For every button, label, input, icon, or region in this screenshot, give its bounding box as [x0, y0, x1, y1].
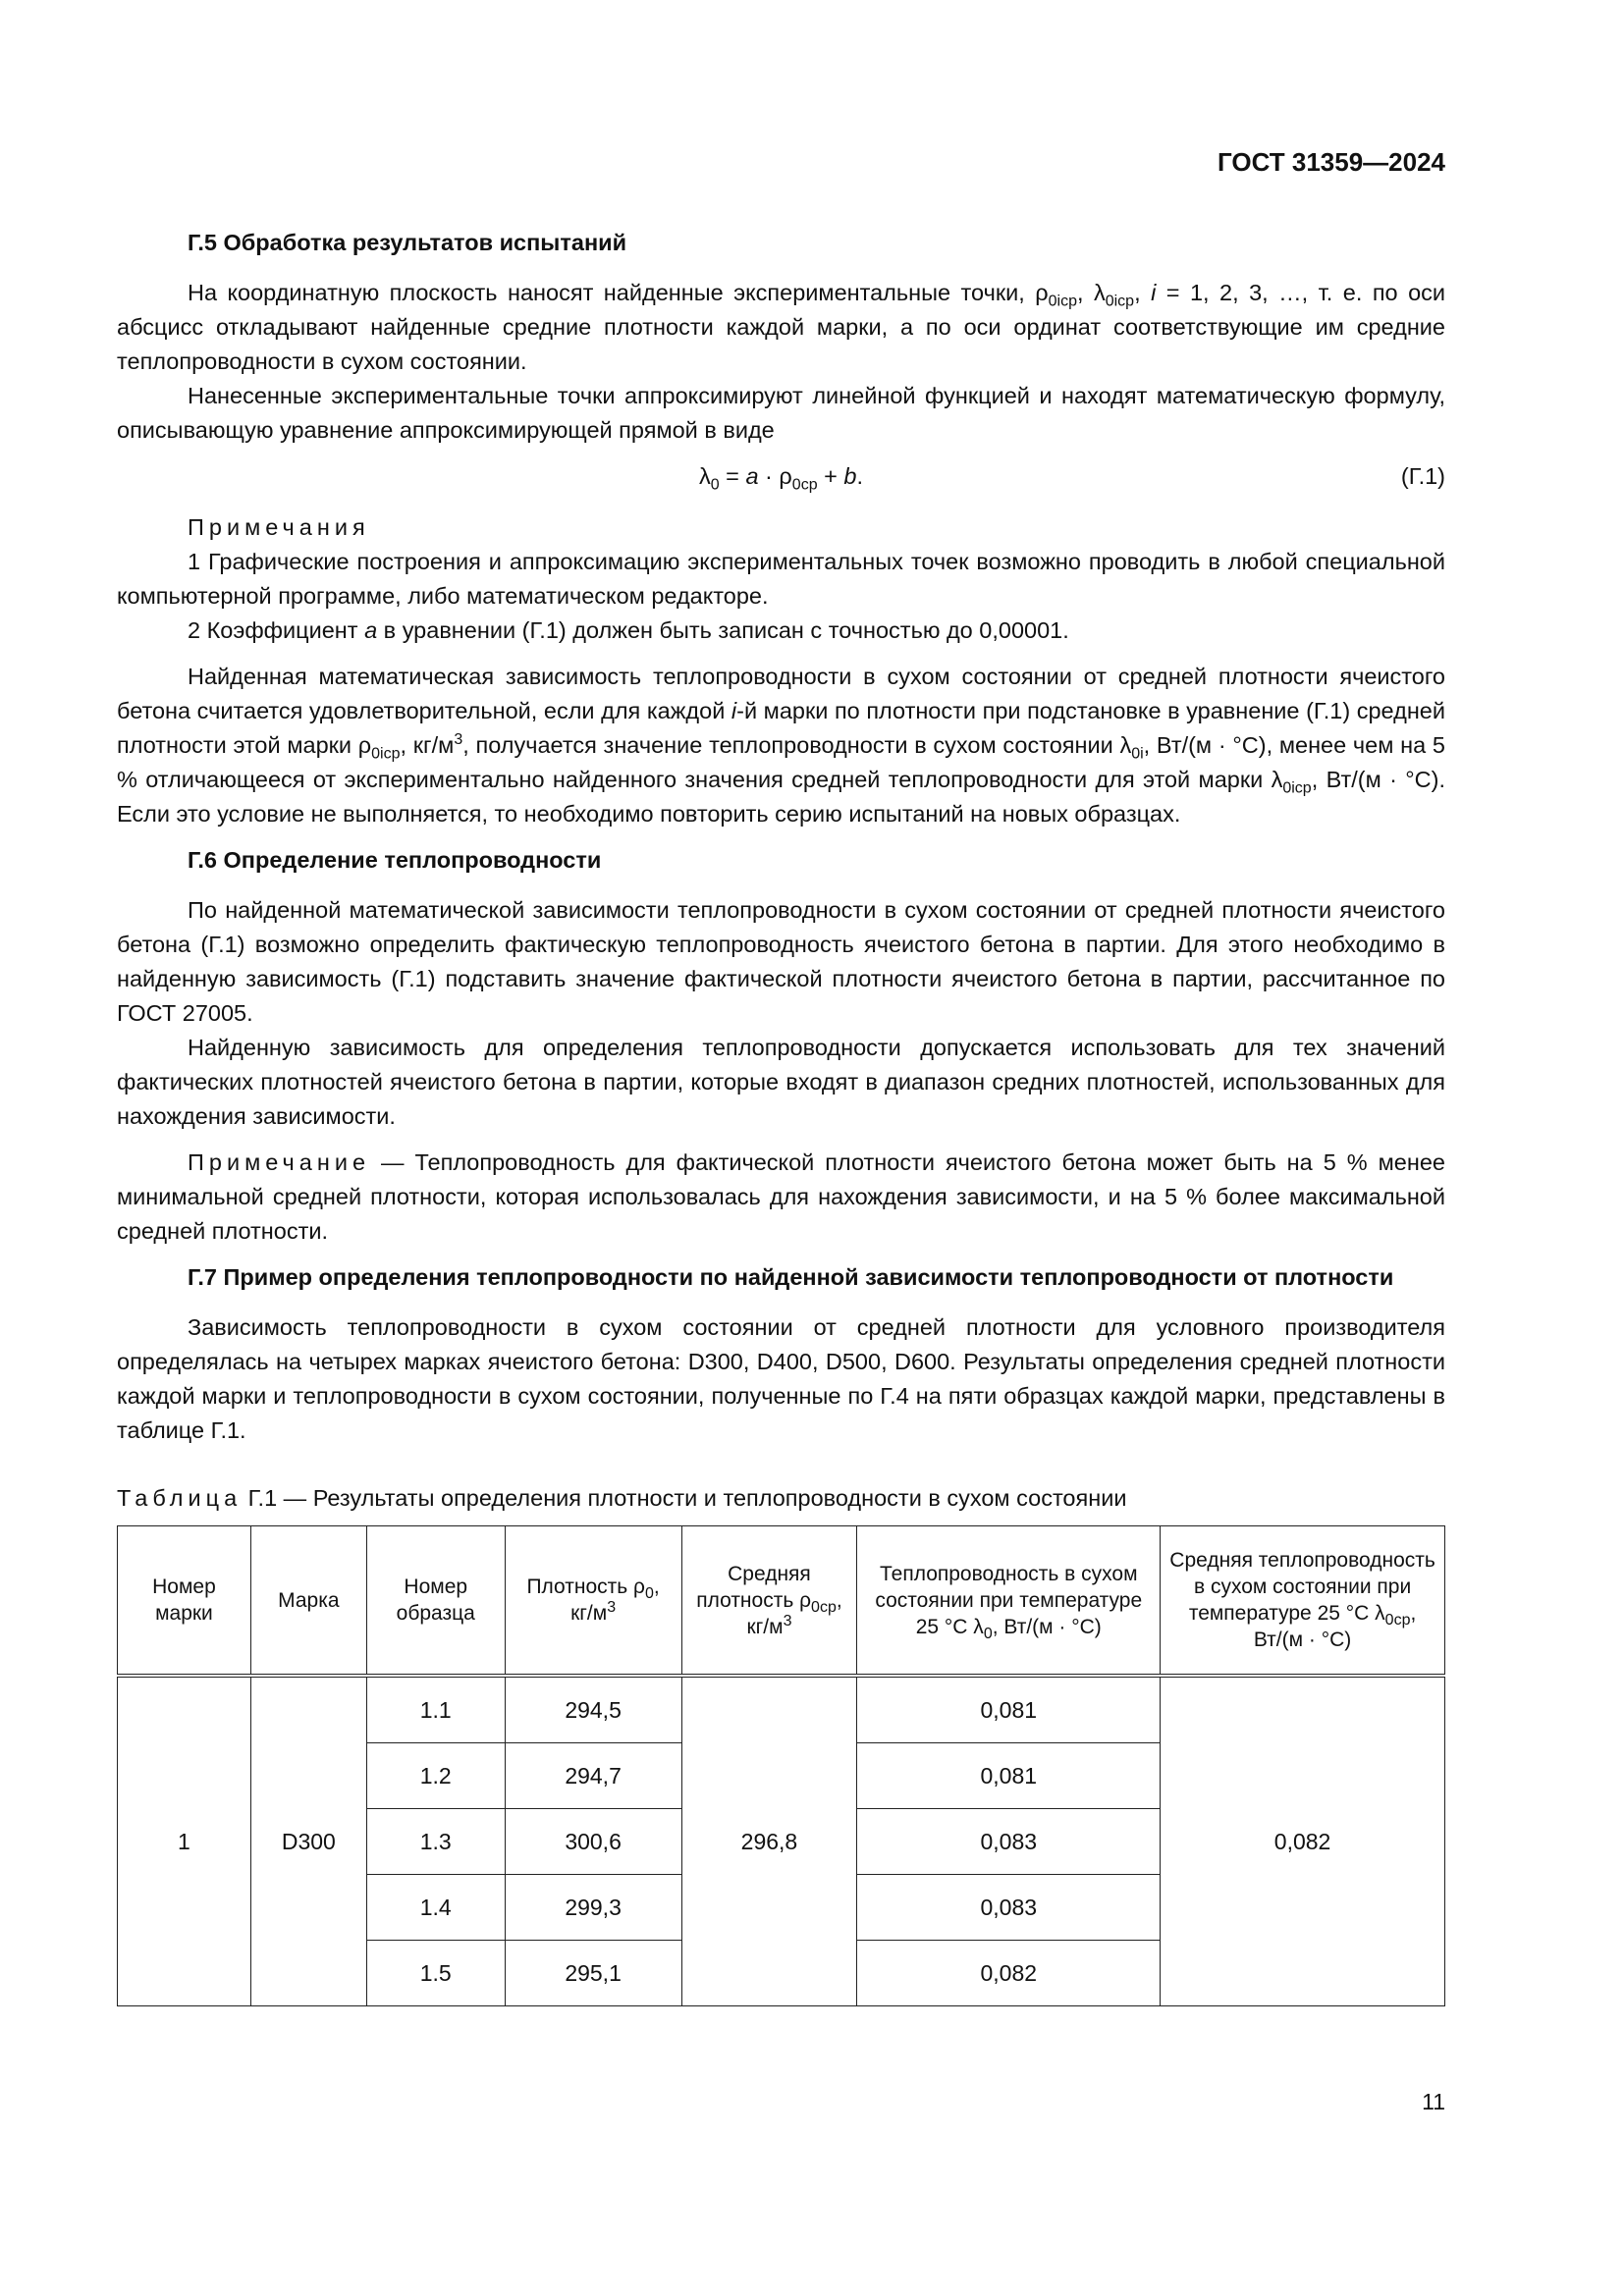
section-title-g7: Г.7 Пример определения теплопроводности по найденной зависимости теплопроводности от плотности [188, 1264, 1394, 1290]
cell-sample: 1.4 [366, 1875, 505, 1941]
section-title-g5: Г.5 Обработка результатов испытаний [188, 230, 627, 255]
page-content [117, 226, 1445, 2006]
cell-conductivity: 0,081 [857, 1676, 1161, 1743]
cell-avg-conductivity: 0,082 [1161, 1676, 1445, 2006]
formula-number: (Г.1) [1400, 463, 1445, 489]
header-mark-number: Номер марки [118, 1526, 251, 1677]
cell-sample: 1.2 [366, 1743, 505, 1809]
paragraph: Найденная математическая зависимость теплопроводности в сухом состоянии от средней плотности ячеистого бетона считается удовлетворительной, если для каждой i-й марки по плотности при подстановке в уравнение (Г.1) средней плотности этой марки $\rho_{0iср}$, $кг/м^3$, получается значение теплопроводности в сухом состоянии $\lambda_{0i}$, Вт/(м · °С), менее чем на 5 % отличающееся от экспериментально найденного значения средней теплопроводности для этой марки $\lambda_{0iср}$, Вт/(м · °С). Если это условие не выполняется, то необходимо повторить серию испытаний на новых образцах. [117, 664, 1445, 827]
page-number: 11 [1422, 2089, 1445, 2114]
cell-mark-number: 1 [118, 1676, 251, 2006]
cell-mark: D300 [250, 1676, 366, 2006]
header-sample-number: Номер образца [366, 1526, 505, 1677]
paragraph: По найденной математической зависимости теплопроводности в сухом состоянии от средней плотности ячеистого бетона (Г.1) возможно определить фактическую теплопроводность ячеистого бетона в партии. Для этого необходимо в найденную зависимость (Г.1) подставить значение фактической плотности ячеистого бетона в партии, рассчитанное по ГОСТ 27005. [117, 897, 1445, 1026]
notes-title: Примечания [188, 514, 370, 540]
header-avg-density: Средняя плотность $\rho_{0ср}$, $кг/м^3$ [681, 1526, 857, 1677]
cell-density: 294,5 [505, 1676, 681, 1743]
header-avg-conductivity: Средняя теплопроводность в сухом состоянии при температуре 25 °С $\lambda_{0ср}$, Вт/(м · °С) [1161, 1526, 1445, 1677]
table-row [118, 1676, 1445, 1743]
table-caption: Таблица Г.1 — Результаты определения плотности и теплопроводности в сухом состоянии [117, 1485, 1127, 1511]
paragraph: Зависимость теплопроводности в сухом состоянии от средней плотности для условного производителя определялась на четырех марках ячеистого бетона: D300, D400, D500, D600. Результаты определения средней плотности каждой марки и теплопроводности в сухом состоянии, полученные по Г.4 на пяти образцах каждой марки, представлены в таблице Г.1. [117, 1314, 1445, 1443]
cell-density: 294,7 [505, 1743, 681, 1809]
formula-g1 [117, 454, 1445, 503]
document-id: ГОСТ 31359—2024 [1218, 147, 1445, 177]
section-title-g6: Г.6 Определение теплопроводности [188, 847, 602, 873]
cell-density: 295,1 [505, 1941, 681, 2006]
cell-density: 300,6 [505, 1809, 681, 1875]
cell-conductivity: 0,082 [857, 1941, 1161, 2006]
results-table [117, 1525, 1445, 2006]
cell-sample: 1.3 [366, 1809, 505, 1875]
cell-conductivity: 0,081 [857, 1743, 1161, 1809]
table-header-row [118, 1526, 1445, 1677]
cell-conductivity: 0,083 [857, 1875, 1161, 1941]
note-2: 2 Коэффициент a в уравнении (Г.1) должен быть записан с точностью до 0,00001. [188, 617, 1069, 643]
header-density: Плотность $\rho_0$, $кг/м^3$ [505, 1526, 681, 1677]
cell-sample: 1.5 [366, 1941, 505, 2006]
paragraph: На координатную плоскость наносят найденные экспериментальные точки, $\rho_{0iср}$, $\lambda_{0iср}$, i = 1, 2, 3, …, т. е. по оси абсцисс откладывают найденные средние плотности каждой марки, а по оси ординат соответствующие им средние теплопроводности в сухом состоянии. [117, 280, 1446, 374]
header-mark: Марка [250, 1526, 366, 1677]
header-conductivity: Теплопроводность в сухом состоянии при температуре 25 °С $\lambda_0$, Вт/(м · °С) [857, 1526, 1161, 1677]
formula-expression: $\lambda_0 = a \cdot \rho_{0ср} + b$. [699, 463, 863, 494]
cell-sample: 1.1 [366, 1676, 505, 1743]
note-1: 1 Графические построения и аппроксимацию экспериментальных точек возможно проводить в любой специальной компьютерной программе, либо математическом редакторе. [117, 549, 1445, 609]
note: Примечание — Теплопроводность для фактической плотности ячеистого бетона может быть на 5 % менее минимальной средней плотности, которая использовалась для нахождения зависимости, и на 5 % более максимальной средней плотности. [117, 1149, 1445, 1244]
cell-density: 299,3 [505, 1875, 681, 1941]
paragraph: Найденную зависимость для определения теплопроводности допускается использовать для тех значений фактических плотностей ячеистого бетона в партии, которые входят в диапазон средних плотностей, использованных для нахождения зависимости. [117, 1035, 1445, 1129]
cell-conductivity: 0,083 [857, 1809, 1161, 1875]
cell-avg-density: 296,8 [681, 1676, 857, 2006]
paragraph: Нанесенные экспериментальные точки аппроксимируют линейной функцией и находят математическую формулу, описывающую уравнение аппроксимирующей прямой в виде [117, 383, 1445, 443]
